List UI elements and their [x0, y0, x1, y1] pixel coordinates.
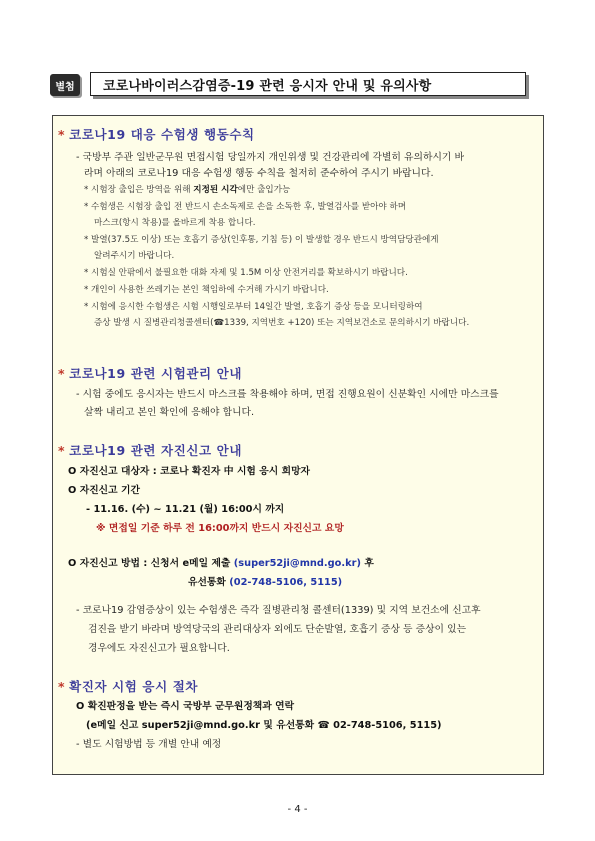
section-title-self-report: * 코로나19 관련 자진신고 안내 [58, 443, 243, 458]
mask-rule-line2: 살짝 내리고 본인 확인에 응해야 합니다. [84, 407, 255, 418]
rule-entry-time: * 시험장 출입은 방역을 위해 지정된 시각에만 출입가능 [84, 185, 291, 195]
page-number: - 4 - [287, 804, 308, 815]
asterisk-icon: * [58, 443, 66, 458]
self-report-period-label: O 자진신고 기간 [68, 485, 140, 496]
self-report-phone: 유선통화 (02-748-5106, 5115) [188, 577, 343, 588]
conduct-intro-line1: - 국방부 주관 일반군무원 면접시험 당일까지 개인위생 및 건강관리에 각별히 유의하시기 바 [76, 152, 464, 163]
asterisk-icon: * [58, 127, 66, 142]
rule-sanitize-line2: 마스크(항시 착용)를 올바르게 착용 합니다. [94, 218, 256, 228]
conduct-intro-line2: 라며 아래의 코로나19 대응 수험생 행동 수칙을 철저히 준수하여 주시기 바랍니다. [84, 168, 434, 179]
self-report-deadline-note: ※ 면접일 기준 하루 전 16:00까지 반드시 자진신고 요망 [96, 523, 344, 534]
document-header [50, 72, 528, 100]
section-title-confirmed-procedure: * 확진자 시험 응시 절차 [58, 679, 199, 694]
rule-distance: * 시험실 안팎에서 불필요한 대화 자제 및 1.5M 이상 안전거리를 확보하시기 바랍니다. [84, 268, 408, 278]
rule-trash: * 개인이 사용한 쓰레기는 본인 책임하에 수거해 가시기 바랍니다. [84, 285, 329, 295]
asterisk-icon: * [58, 679, 66, 694]
symptom-notice-line1: - 코로나19 감염증상이 있는 수험생은 즉각 질병관리청 콜센터(1339) 및 지역 보건소에 신고후 [76, 605, 481, 616]
confirmed-contact-info: (e메일 신고 super52ji@mnd.go.kr 및 유선통화 ☎ 02-748-5106, 5115) [86, 720, 442, 731]
rule-monitor-line1: * 시험에 응시한 수험생은 시험 시행일로부터 14일간 발열, 호흡기 증상 등을 모니터링하여 [84, 302, 423, 312]
section-title-conduct: * 코로나19 대응 수험생 행동수칙 [58, 127, 255, 142]
symptom-notice-line3: 경우에도 자진신고가 필요합니다. [88, 643, 230, 654]
self-report-target: O 자진신고 대상자 : 코로나 확진자 中 시험 응시 희망자 [68, 466, 311, 477]
page-title: 코로나바이러스감염증-19 관련 응시자 안내 및 유의사항 [90, 72, 526, 96]
report-email: (super52ji@mnd.go.kr) [233, 558, 361, 569]
self-report-period: - 11.16. (수) ~ 11.21 (월) 16:00시 까지 [86, 504, 285, 515]
mask-rule-line1: - 시험 중에도 응시자는 반드시 마스크를 착용해야 하며, 면접 진행요원이 신분확인 시에만 마스크를 [76, 389, 499, 400]
separate-notice: - 별도 시험방법 등 개별 안내 예정 [76, 739, 222, 750]
asterisk-icon: * [58, 366, 66, 381]
rule-fever-line2: 알려주시기 바랍니다. [94, 251, 175, 261]
rule-fever-line1: * 발열(37.5도 이상) 또는 호흡기 증상(인후통, 기침 등) 이 발생할 경우 반드시 방역담당관에게 [84, 235, 439, 245]
rule-monitor-line2: 증상 발생 시 질병관리청콜센터(☎1339, 지역번호 +120) 또는 지역보건소로 문의하시기 바랍니다. [94, 318, 470, 328]
symptom-notice-line2: 검진을 받기 바라며 방역당국의 관리대상자 외에도 단순발열, 호흡기 증상 등 증상이 있는 [88, 624, 467, 635]
self-report-method: O 자진신고 방법 : 신청서 e메일 제출 (super52ji@mnd.go.kr) 후 [68, 558, 374, 569]
attachment-tag: 별첨 [50, 74, 80, 96]
section-title-exam-management: * 코로나19 관련 시험관리 안내 [58, 366, 243, 381]
rule-sanitize-line1: * 수험생은 시험장 출입 전 반드시 손소독제로 손을 소독한 후, 발열검사를 받아야 하며 [84, 202, 407, 212]
confirmed-contact-step: O 확진판정을 받는 즉시 국방부 군무원정책과 연락 [76, 701, 295, 712]
